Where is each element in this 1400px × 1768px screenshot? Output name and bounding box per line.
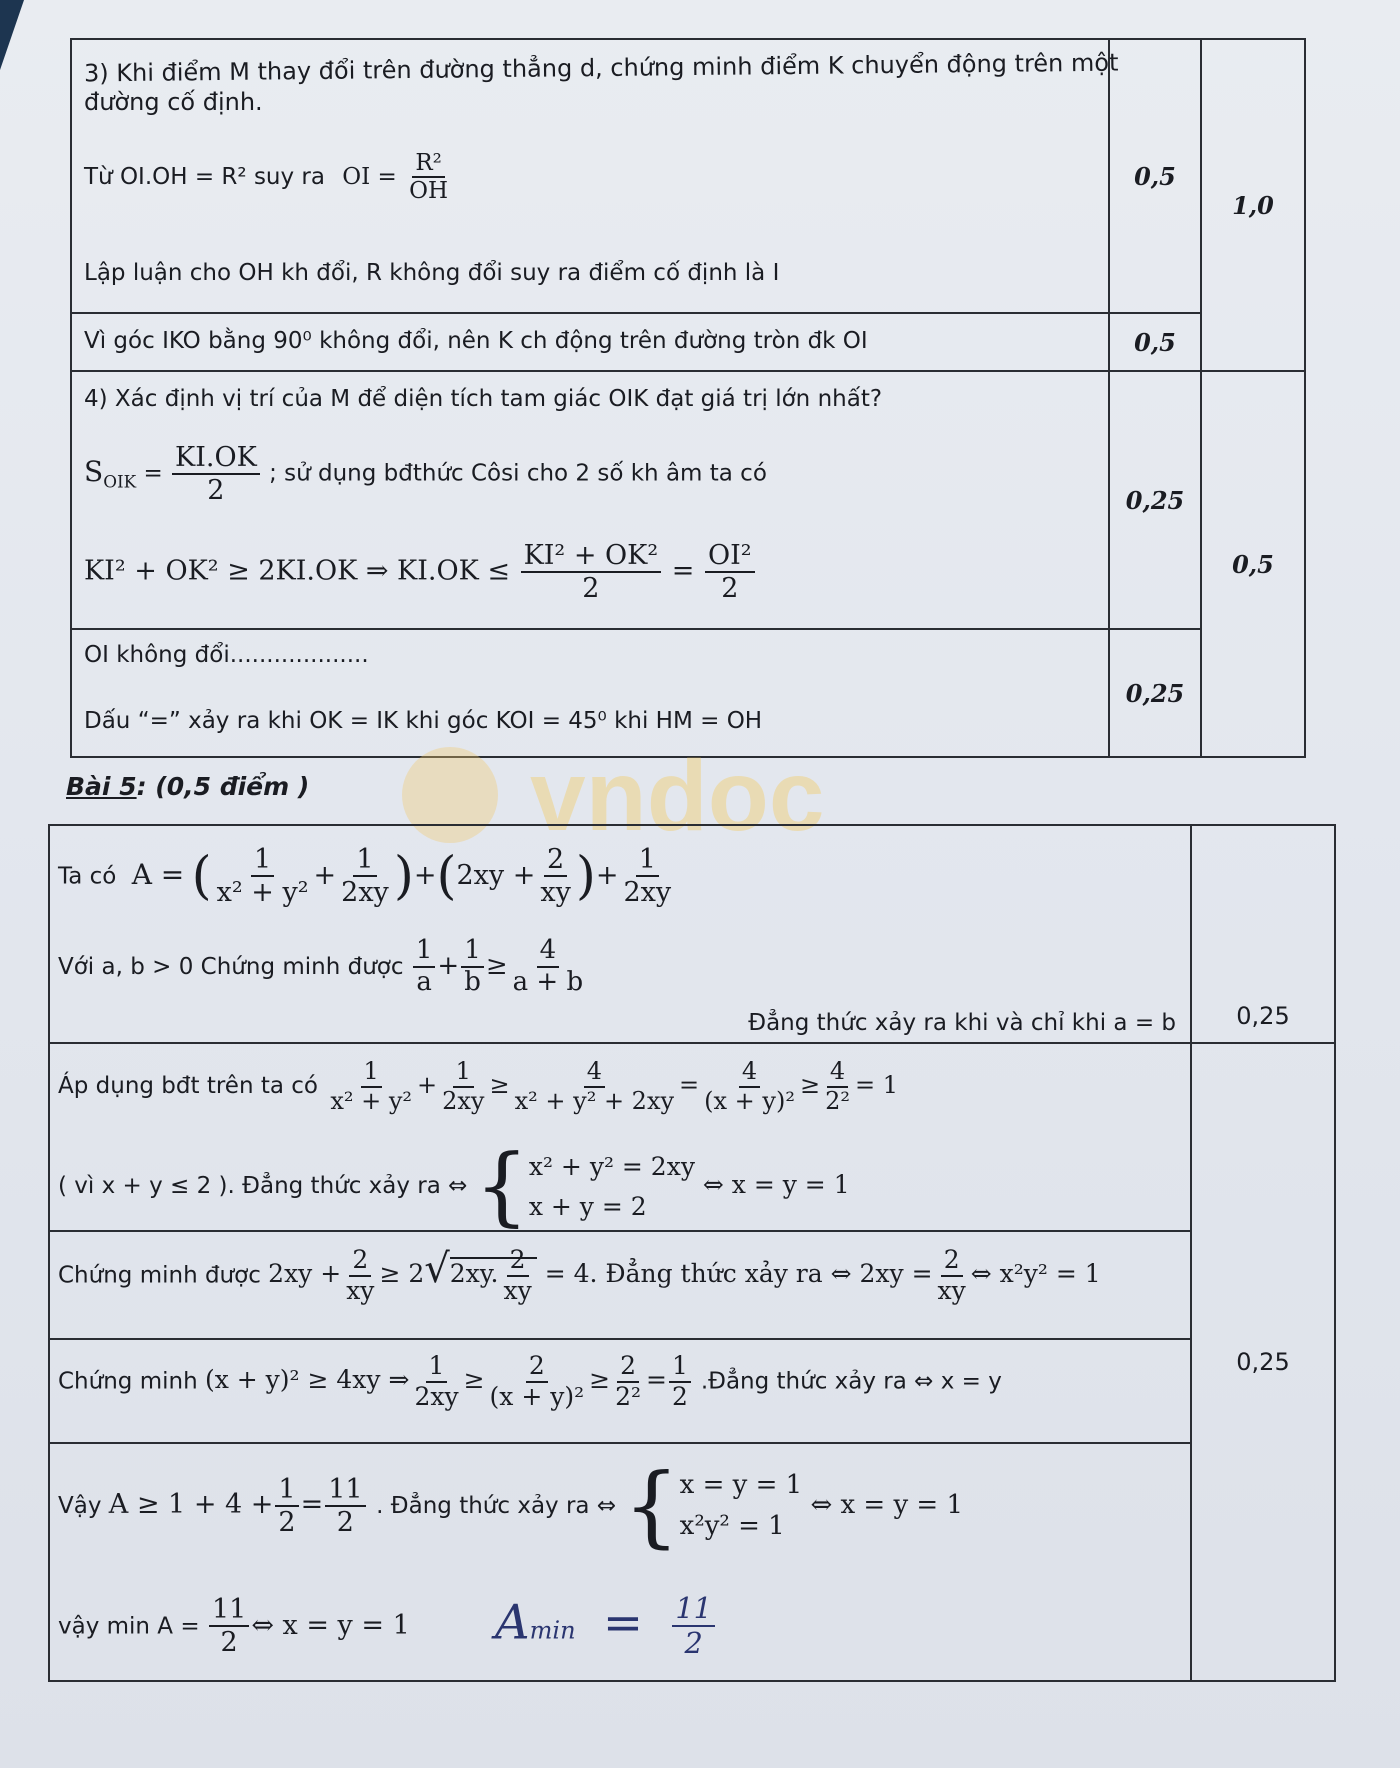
r1-f4-num: 1 <box>636 844 659 877</box>
r4-f1-den: 2xy <box>414 1381 459 1411</box>
r5-expr: A ≥ 1 + 4 + <box>108 1489 274 1521</box>
r5-mid: . Đẳng thức xảy ra ⇔ <box>376 1493 617 1520</box>
r1-f1-den: x² + y² <box>216 877 309 909</box>
watermark-text: vndoc <box>530 740 825 852</box>
q4-ineq-frac2-den: 2 <box>721 573 739 605</box>
r3-sqrt-num: 2 <box>507 1246 529 1277</box>
bai5-conclusion: Vậy A ≥ 1 + 4 + $\frac{1}{2}$ = $\frac{11}{2}$ . Đẳng thức xảy ra ⇔ { x = y = 1 x²y² = 1 ⇔ x = y = 1 <box>58 1454 964 1557</box>
r1-f3-num: 2 <box>544 844 567 877</box>
q4-title: 4) Xác định vị trí của M để diện tích tam giác OIK đạt giá trị lớn nhất? <box>84 386 883 412</box>
q4-constant: OI không đổi................... <box>84 642 369 668</box>
bai5-square: Chứng minh (x + y)² ≥ 4xy ⇒ $\frac{1}{2xy}$ ≥ $\frac{2}{\text{(x + y)²}}$ ≥ $\frac{2}{\text{2²}}$ = $\frac{1}{2}$ .Đẳng thức xảy ra ⇔ x = y <box>58 1351 1002 1411</box>
r2-f1-num: 1 <box>361 1058 382 1088</box>
r1-ab-num: 4 <box>537 936 560 968</box>
bai5-heading-rest: : (0,5 điểm ) <box>136 772 310 801</box>
r3-sqrt-den: xy <box>503 1275 532 1305</box>
r2-f5-den: 2² <box>825 1086 850 1115</box>
r3-g-den: xy <box>937 1275 966 1305</box>
r3-ge: ≥ 2 <box>379 1259 425 1289</box>
q4-equality: Dấu “=” xảy ra khi OK = IK khi góc KOI = 45⁰ khi HM = OH <box>84 708 763 734</box>
r5-f2-den: 2 <box>336 1506 354 1538</box>
bai5-row1-cell <box>49 825 1191 1043</box>
q4-score-a: 0,25 <box>1109 371 1201 629</box>
q4-ineq-eq: = <box>671 555 695 587</box>
r2-f2-den: 2xy <box>442 1086 485 1115</box>
r5-sys2: x²y² = 1 <box>679 1511 785 1542</box>
r2-because: ( vì x + y ≤ 2 ). Đẳng thức xảy ra ⇔ <box>58 1173 468 1199</box>
r4-f3-den: 2² <box>615 1381 642 1411</box>
q4-inequality <box>84 540 757 604</box>
r1-f3-den: xy <box>540 877 571 909</box>
r2-f5-num: 4 <box>827 1058 848 1088</box>
q3-from: Từ OI.OH = R² suy ra <box>84 163 325 190</box>
r2-result: ⇔ x = y = 1 <box>702 1170 850 1199</box>
r5-min-num: 11 <box>209 1594 249 1627</box>
q3-frac-den: OH <box>409 178 449 205</box>
bai5-row3-cell <box>49 1231 1191 1339</box>
r4-tail: .Đẳng thức xảy ra ⇔ x = y <box>700 1368 1002 1395</box>
r5-sys1: x = y = 1 <box>679 1469 803 1500</box>
r1-mid: 2xy + <box>456 859 536 891</box>
r1-b-den: b <box>464 966 481 997</box>
bai5-row4-cell <box>49 1339 1191 1443</box>
r1-f2-den: 2xy <box>341 877 389 909</box>
r2-f4-num: 4 <box>739 1058 760 1088</box>
r4-f4-den: 2 <box>671 1381 688 1411</box>
hand-num: 11 <box>672 1592 715 1627</box>
r4-f2-num: 2 <box>526 1352 548 1383</box>
bai5-heading-label: Bài 5 <box>66 772 137 801</box>
r5-f1-den: 2 <box>278 1506 296 1538</box>
bai5-taco: Ta có <box>58 863 117 890</box>
r2-apply: Áp dụng bđt trên ta có <box>58 1073 318 1100</box>
r1-f2-num: 1 <box>353 844 376 877</box>
q4-cosi: ; sử dụng bđthức Côsi cho 2 số kh âm ta có <box>269 460 767 487</box>
r2-sys2: x + y = 2 <box>528 1191 647 1221</box>
r5-min-den: 2 <box>220 1627 238 1659</box>
r3-g-num: 2 <box>941 1246 963 1277</box>
bai5-apply: Áp dụng bđt trên ta có $\frac{1}{\text{x² + y²}}$ + $\frac{1}{2xy}$ ≥ $\frac{4}{\text{x² + y² + 2xy}}$ = $\frac{4}{\text{(x + y)²}}$ ≥ $\frac{4}{\text{2²}}$ = 1 <box>58 1057 898 1115</box>
r2-f3-num: 4 <box>584 1058 605 1088</box>
bai5-lemma: Với a, b > 0 Chứng minh được $\frac{1}{a}$ + $\frac{1}{b}$ ≥ $\frac{4}{a + b}$ <box>58 936 588 998</box>
r2-f4-den: (x + y)² <box>704 1086 795 1115</box>
hand-A: A <box>495 1594 530 1651</box>
q4-ineq-left: KI² + OK² ≥ 2KI.OK ⇒ KI.OK ≤ <box>84 555 510 587</box>
r1-f1-num: 1 <box>251 844 274 877</box>
q3-score-a: 0,5 <box>1109 39 1201 313</box>
hand-min: min <box>529 1616 576 1645</box>
r1-ge: ≥ <box>485 950 508 981</box>
q3-title-line2: đường cố định. <box>84 88 263 116</box>
r1-a-den: a <box>416 966 432 997</box>
q4-score-b: 0,25 <box>1109 629 1201 757</box>
q4-eq: = <box>143 460 163 487</box>
q4-ineq-frac1-den: 2 <box>582 573 600 605</box>
r1-plus: + <box>313 859 337 891</box>
bai5-score-2: 0,25 <box>1191 1043 1335 1681</box>
q4-total: 0,5 <box>1201 371 1305 757</box>
r1-a-num: 1 <box>413 936 436 968</box>
q4-s-sub: OIK <box>103 471 137 492</box>
r2-tail: = 1 <box>854 1071 898 1100</box>
r5-f2-num: 11 <box>325 1474 365 1507</box>
r3-expr: 2xy + <box>268 1259 342 1289</box>
r3-f-den: xy <box>346 1275 375 1305</box>
hand-den: 2 <box>684 1626 703 1661</box>
answer-table-part1 <box>70 38 1306 758</box>
q3-angle: Vì góc IKO bằng 90⁰ không đổi, nên K ch động trên đường tròn đk OI <box>84 328 868 354</box>
r3-sqrt: 2xy. <box>449 1259 499 1289</box>
q4-frac-den: 2 <box>207 475 225 507</box>
r4-f4-num: 1 <box>669 1352 691 1383</box>
bai5-row2-cell <box>49 1043 1191 1236</box>
r1-b-num: 1 <box>461 936 484 968</box>
bai5-min <box>58 1594 410 1658</box>
q4-ineq-frac2-num: OI² <box>705 540 755 573</box>
bai5-A-label: A = <box>131 857 185 891</box>
r2-f2-num: 1 <box>453 1058 474 1088</box>
q4-frac-num: KI.OK <box>172 442 260 475</box>
q3-title-line1: 3) Khi điểm M thay đổi trên đường thẳng d, chứng minh điểm K chuyển động trên một <box>83 48 1119 88</box>
r5-so: Vậy <box>58 1493 102 1520</box>
bai5-heading <box>66 772 309 801</box>
r5-f1-num: 1 <box>275 1474 298 1507</box>
r4-prove: Chứng minh <box>58 1368 198 1395</box>
bai5-row5-cell <box>49 1443 1191 1681</box>
bai5-A-definition: Ta có A = ( $\frac{1}{\text{x² + y²}}$ + $\frac{1}{2xy}$ )+(2xy + $\frac{2}{xy}$ )+ $\frac{1}{2xy}$ <box>58 844 676 908</box>
r2-f3-den: x² + y² + 2xy <box>514 1086 675 1115</box>
r1-equality-condition: Đẳng thức xảy ra khi và chỉ khi a = b <box>748 1010 1176 1036</box>
r3-prove: Chứng minh được <box>58 1262 261 1289</box>
q3-argument: Lập luận cho OH kh đổi, R không đổi suy ra điểm cố định là I <box>84 260 780 286</box>
dark-corner <box>0 0 24 70</box>
r4-f2-den: (x + y)² <box>489 1381 585 1411</box>
q3-score-b: 0,5 <box>1109 313 1201 371</box>
q4-content-cell <box>71 371 1109 629</box>
q3-formula <box>84 150 453 205</box>
answer-table-bai5 <box>48 824 1336 1682</box>
bai5-score-1: 0,25 <box>1191 825 1335 1043</box>
q4-s: S <box>84 454 104 488</box>
q4-area-formula <box>84 442 767 506</box>
bai5-condition: ( vì x + y ≤ 2 ). Đẳng thức xảy ra ⇔ { x² + y² = 2xy x + y = 2 ⇔ x = y = 1 <box>58 1137 850 1236</box>
r1-with: Với a, b > 0 Chứng minh được <box>58 953 404 980</box>
q3-content-cell <box>71 39 1119 313</box>
bai5-amgm: Chứng minh được 2xy + $\frac{2}{xy}$ ≥ 2√2xy. $\frac{2}{xy}$ = 4. Đẳng thức xảy ra ⇔ 2xy = $\frac{2}{xy}$ ⇔ x²y² = 1 <box>58 1245 1101 1305</box>
q3-angle-cell <box>71 313 1109 371</box>
q3-total: 1,0 <box>1201 39 1305 371</box>
r5-result: ⇔ x = y = 1 <box>810 1490 964 1521</box>
r4-f1-num: 1 <box>426 1352 448 1383</box>
q3-oi: OI = <box>342 163 397 190</box>
r3-eq4: = 4. Đẳng thức xảy ra ⇔ 2xy = <box>544 1259 933 1289</box>
hand-eq: = <box>602 1594 644 1651</box>
r5-min: vậy min A = <box>58 1613 200 1640</box>
r4-expr: (x + y)² ≥ 4xy ⇒ <box>204 1365 410 1395</box>
r4-f3-num: 2 <box>617 1352 639 1383</box>
r2-sys1: x² + y² = 2xy <box>528 1151 695 1181</box>
r1-ab-den: a + b <box>512 966 584 997</box>
r2-f1-den: x² + y² <box>330 1086 413 1115</box>
r1-f4-den: 2xy <box>623 877 672 909</box>
r3-f-num: 2 <box>349 1246 371 1277</box>
r5-min-tail: ⇔ x = y = 1 <box>251 1609 410 1641</box>
q4-ineq-frac1-num: KI² + OK² <box>521 540 662 573</box>
handwritten-min-note <box>495 1592 717 1660</box>
q3-frac-num: R² <box>412 150 445 178</box>
r3-tail: ⇔ x²y² = 1 <box>970 1259 1101 1289</box>
